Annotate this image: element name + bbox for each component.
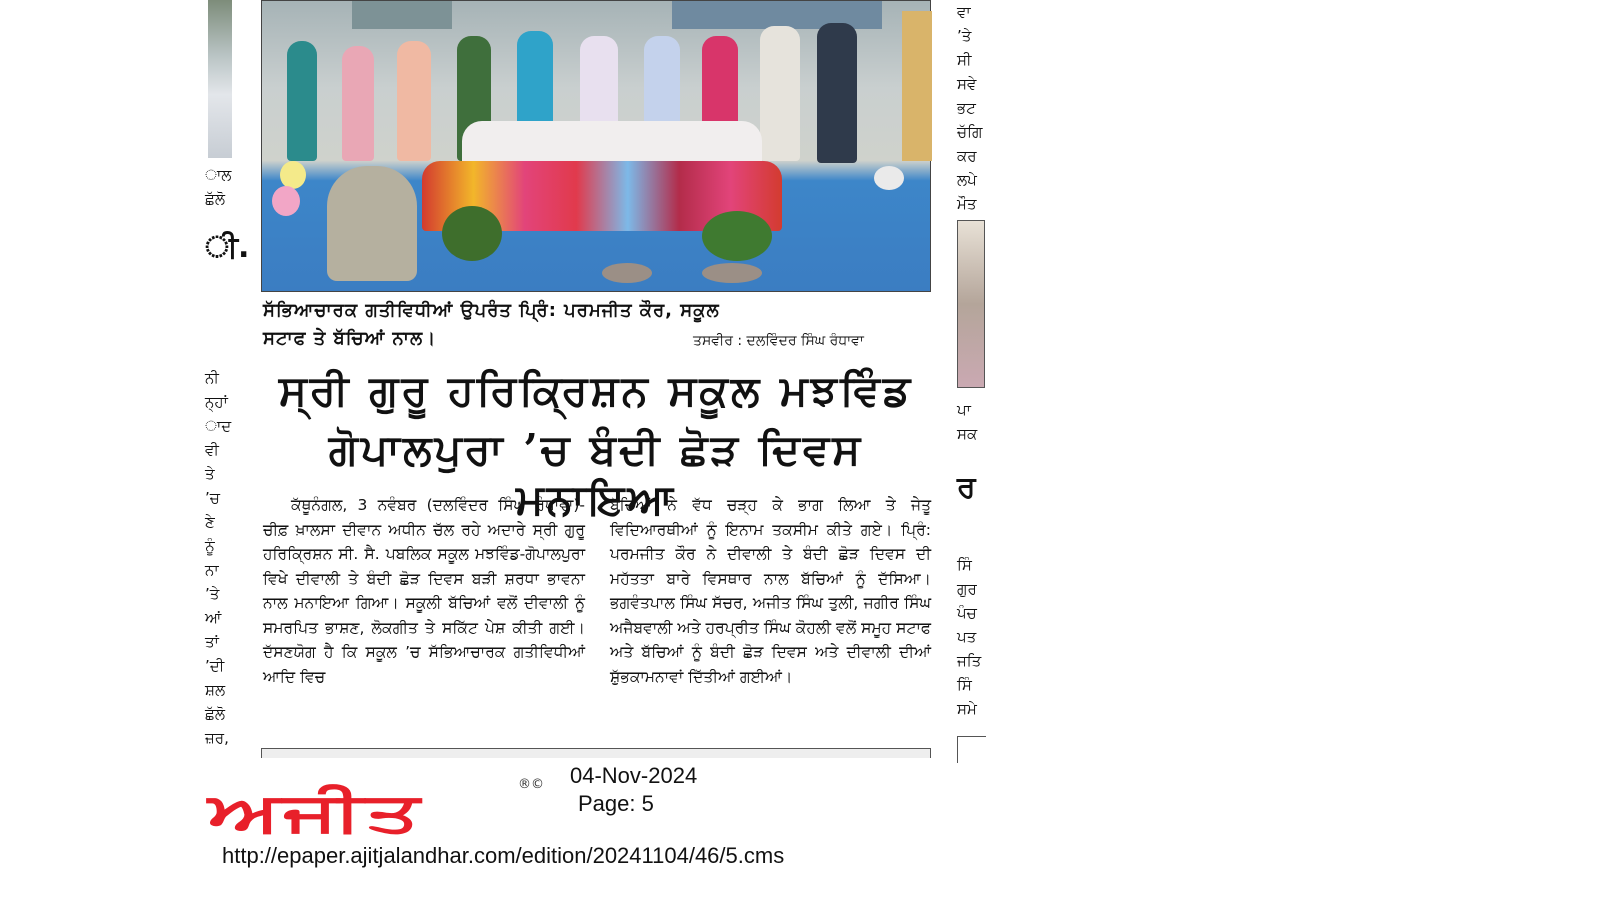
article-body-column2: ਬੱਚਿਆਂ ਨੇ ਵੱਧ ਚੜ੍ਹ ਕੇ ਭਾਗ ਲਿਆ ਤੇ ਜੇਤੂ ਵਿਦਿਆਰਥੀਆਂ ਨੂੰ ਇਨਾਮ ਤਕਸੀਮ ਕੀਤੇ ਗਏ। ਪ੍ਰਿੰ: ਪਰਮਜੀਤ ਕੌਰ ਨੇ ਦੀਵਾਲੀ ਤੇ ਬੰਦੀ ਛੋੜ ਦਿਵਸ ਦੀ ਮਹੱਤਤਾ ਬਾਰੇ ਵਿਸਥਾਰ ਨਾਲ ਬੱਚਿਆਂ ਨੂੰ ਦੱਸਿਆ। ਭਗਵੰਤਪਾਲ ਸਿੰਘ ਸੱਚਰ, ਅਜੀਤ ਸਿੰਘ ਤੁਲੀ, ਜਗੀਰ ਸਿੰਘ ਅਜੈਬਵਾਲੀ ਅਤੇ ਹਰਪ੍ਰੀਤ ਸਿੰਘ ਕੋਹਲੀ ਵਲੋਂ ਸਮੂਹ ਸਟਾਫ ਅਤੇ ਬੱਚਿਆਂ ਨੂੰ ਬੰਦੀ ਛੋੜ ਦਿਵਸ ਅਤੇ ਦੀਵਾਲੀ ਦੀਆਂ ਸ਼ੁੱਭਕਾਮਨਾਵਾਂ ਦਿੱਤੀਆਂ ਗਈਆਂ।: [610, 496, 931, 686]
photo-credit: ਤਸਵੀਰ : ਦਲਵਿੰਦਰ ਸਿੰਘ ਰੰਧਾਵਾ: [693, 333, 864, 349]
article-headline-line1: ਸ੍ਰੀ ਗੁਰੂ ਹਰਿਕ੍ਰਿਸ਼ਨ ਸਕੂਲ ਮਝਵਿੰਡ: [278, 366, 914, 415]
article-body-column1: ਕੱਥੂਨੰਗਲ, 3 ਨਵੰਬਰ (ਦਲਵਿੰਦਰ ਸਿੰਘ ਰੰਧਾਵਾ)- ਚੀਫ਼ ਖ਼ਾਲਸਾ ਦੀਵਾਨ ਅਧੀਨ ਚੱਲ ਰਹੇ ਅਦਾਰੇ ਸ੍ਰੀ ਗੁਰੂ ਹਰਿਕ੍ਰਿਸ਼ਨ ਸੀ. ਸੈ. ਪਬਲਿਕ ਸਕੂਲ ਮਝਵਿੰਡ-ਗੋਪਾਲਪੁਰਾ ਵਿਖੇ ਦੀਵਾਲੀ ਤੇ ਬੰਦੀ ਛੋੜ ਦਿਵਸ ਬੜੀ ਸ਼ਰਧਾ ਭਾਵਨਾ ਨਾਲ ਮਨਾਇਆ ਗਿਆ। ਸਕੂਲੀ ਬੱਚਿਆਂ ਵਲੋਂ ਦੀਵਾਲੀ ਨੂੰ ਸਮਰਪਿਤ ਭਾਸ਼ਣ, ਲੋਕਗੀਤ ਤੇ ਸਕਿੱਟ ਪੇਸ਼ ਕੀਤੀ ਗਈ। ਦੱਸਣਯੋਗ ਹੈ ਕਿ ਸਕੂਲ ’ਚ ਸੱਭਿਆਚਾਰਕ ਗਤੀਵਿਧੀਆਂ ਆਦਿ ਵਿਚ: [263, 496, 585, 686]
adjacent-photo-left: [208, 0, 232, 158]
adjacent-column-left-text: ਨੀ ਨ੍ਹਾਂ ਾਦ ਵੀ ਤੇ ’ਚ ਣੇ ਨੂੰ ਨਾ ’ਤੇ ਆਂ ਤਾਂ ’ਦੀ ਸ਼ਲ ਛੱਲੋ ਜ਼ਰ,: [205, 369, 232, 747]
adjacent-column-left-mark: ੀ.: [205, 230, 250, 265]
page-number: Page: 5: [578, 791, 654, 816]
article-photo: [261, 0, 931, 292]
article-headline-line2: ਗੋਪਾਲਪੁਰਾ ’ਚ ਬੰਦੀ ਛੋੜ ਦਿਵਸ ਮਨਾਇਆ: [328, 425, 864, 524]
adjacent-column-right-top: ਵਾ ’ਤੇ ਸੀ ਸਵੇ ਭਟ ਚੱਗਿ ਕਰ ਲਪੇ ਮੌਤ: [957, 3, 983, 213]
newspaper-logo: [208, 777, 548, 844]
newspaper-logo-registered: ®©: [518, 777, 544, 792]
edition-date: 04-Nov-2024: [570, 763, 698, 788]
adjacent-photo-right: [957, 220, 985, 388]
adjacent-column-right-mid: ਪਾ ਸਕ: [957, 401, 978, 443]
adjacent-column-left-top: ਾਲ ਛੱਲੋ: [205, 166, 232, 208]
adjacent-column-right-bottom: ਸਿੰ ਗੁਰ ਪੰਚ ਪਤ ਜਤਿ ਸਿੰ ਸਮੇ: [957, 556, 982, 718]
next-article-edge: [261, 748, 931, 758]
adjacent-column-right-box: [957, 736, 986, 763]
photo-caption-line1: ਸੱਭਿਆਚਾਰਕ ਗਤੀਵਿਧੀਆਂ ਉਪਰੰਤ ਪ੍ਰਿੰ: ਪਰਮਜੀਤ ਕੌਰ, ਸਕੂਲ: [263, 300, 720, 321]
adjacent-column-right-mark: ਰ: [957, 470, 976, 505]
epaper-url[interactable]: http://epaper.ajitjalandhar.com/edition/20241104/46/5.cms: [222, 843, 785, 868]
newspaper-logo-text: ਅਜੀਤ: [208, 781, 423, 844]
photo-caption-line2: ਸਟਾਫ ਤੇ ਬੱਚਿਆਂ ਨਾਲ।: [263, 328, 437, 349]
